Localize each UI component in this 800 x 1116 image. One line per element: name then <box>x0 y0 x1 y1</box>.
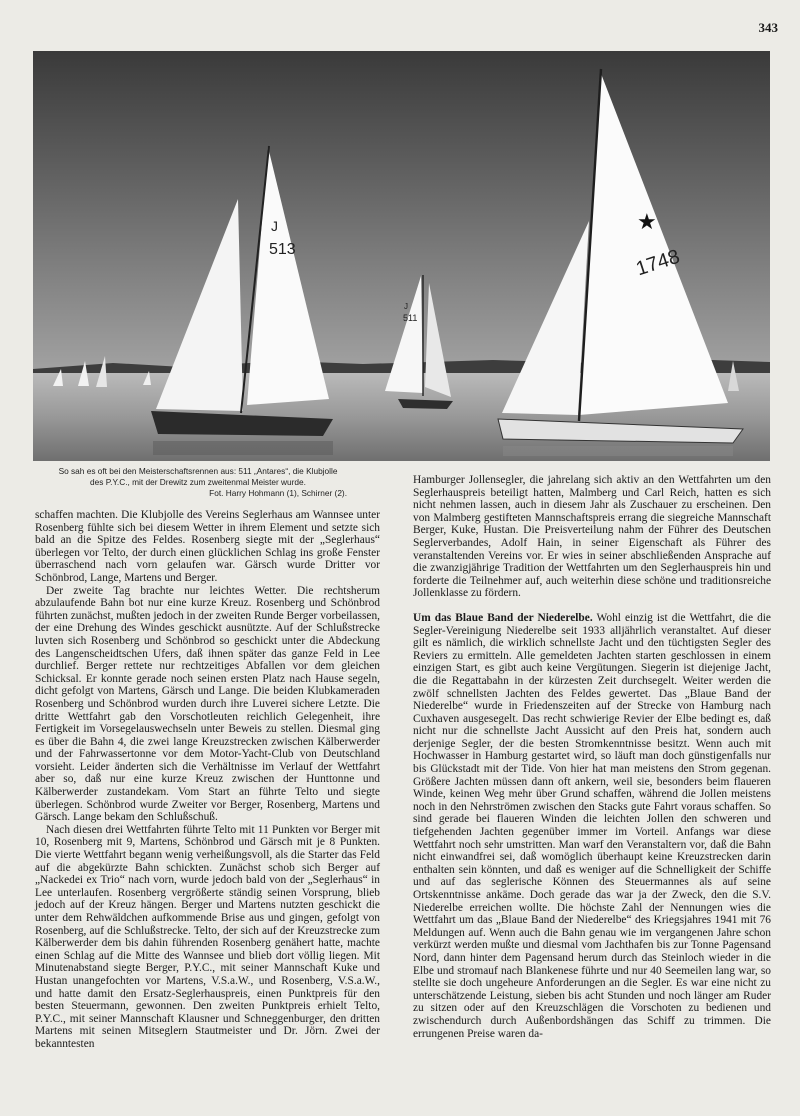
photo-caption <box>33 466 363 499</box>
right-column <box>413 474 771 1040</box>
photo-credit: Fot. Harry Hohmann (1), Schirner (2). <box>209 488 347 498</box>
sail-number-513: J <box>271 218 278 234</box>
section-text: Wohl einzig ist die Wettfahrt, die die Segler-Vereinigung Niederelbe seit 1933 alljährlich veranstaltet. Auf dieser gilt es nämlich, die wirklich schnellste Jacht und den tüchtigsten Segler des Reviers zu ermitteln. Alle gemeldeten Jachten starten geschlossen in einem einzigen Start, es gibt auch keine Vergütungen. Siegerin ist diejenige Jacht, die die Regattabahn in der kürzesten Zeit durchsegelt. Weiter werden die zwölf schnellsten Jachten des Feldes gewertet. Das „Blaue Band der Niederelbe“ wurde in Friedenszeiten auf der Strecke von Hamburg nach Cuxhaven ausgesegelt. Das recht schwierige Revier der Elbe bedingt es, daß nicht nur die schnellste Jacht Aussicht auf den Preis hat, sondern auch derjenige Segler, der die besten Stromkenntnisse besitzt. Wenn auch mit Hochwasser in Hamburg gestartet wird, so läuft man doch günstigenfalls nur bis Glückstadt mit der Tide. Von hier hat man meistens den Strom gegenan. Größere Jachten müssen dann oft ankern, weil sie, besonders beim flaueren Winde, keinen Weg mehr über Grund schaffen, während die Jollen meistens noch in den Nehrströmen zwischen den Stacks gute Fahrt voraus schaffen. So sind gerade bei flaueren Winden die leichten Jollen den schweren und tiefgehenden Jachten gegenüber immer im Vorteil. Anfangs war diese Wettfahrt noch sehr umstritten. Man warf den Veranstaltern vor, daß die Bahn nicht einwandfrei sei, daß womöglich überhaupt keine Kreuzstrecken darin enthalten sein könnten, und daß es weniger auf die Schnelligkeit der Schiffe und auf das seglerische Können des Steuermannes als auf seine Ortskenntnisse ankäme. Doch gerade das war ja der Zweck, den die S.V. Niederelbe erreichen wollte. Die höchste Zahl der Nennungen wies die Wettfahrt um das „Blaue Band der Niederelbe“ des Kriegsjahres 1941 mit 76 Meldungen auf. Wenn auch die Bahn genau wie im vergangenen Jahre schon verkürzt werden mußte und diesmal vom Jachthafen bis zur Tonne Pagensand Nord, dann hinter dem Pagensand herum durch das Steinloch wieder in die Elbe und stromauf nach Blankenese führte und nur 40 Seemeilen lang war, so stellte sie doch ungeheure Anforderungen an die Segler. Es war eine nicht zu unterschätzende Leistung, sieben bis acht Stunden und noch länger am Ruder zu sitzen oder auf den Kreuzschlägen die Vorschoten zu bedienen und zwischendurch durch Außenbordshängen das Schiff zu trimmen. Die errungenen Preise waren da- <box>413 611 771 1040</box>
svg-text:1748: 1748 <box>633 245 683 281</box>
sail-number-513-digits: 513 <box>269 241 296 258</box>
paragraph: Nach diesen drei Wettfahrten führte Telto mit 11 Punkten vor Berger mit 10, Rosenberg mit 9, Martens, Schönbrod und Gärsch mit je 8 Punkten. Die vierte Wettfahrt begann wenig verheißungsvoll, als die Starter das Feld auf die abgekürzte Bahn schickten. Zunächst schob sich Berger auf „Nackedei ex Trio“ nach vorn, wurde jedoch bald von der „Seglerhaus“ in Lee unterlaufen. Rosenberg vergrößerte ständig seinen Vorsprung, blieb jedoch auf der Kreuz hängen. Berger und Martens nutzten geschickt die unter dem Rehwäldchen aufkommende Brise aus und gingen, gefolgt von Rosenberg, auf die Schlußstrecke. Telto, der sich auf der Kreuzstrecke zum Kälberwerder dem bis dahin führenden Rosenberg genähert hatte, machte einen Schlag auf die Mitte des Wannsee und blieb dort völlig liegen. Mit Minutenabstand siegte Berger, P.Y.C., mit seiner Mannschaft Kuke und Hustan unangefochten vor Martens, V.S.a.W., und Rosenberg, V.S.a.W., und hatte damit den Ersatz-Seglerhauspreis, einen Punktpreis für den besten Steuermann, gewonnen. Den zweiten Punktpreis erhielt Telto, P.Y.C., mit seiner Mannschaft Klausner und Schneggenburger, den dritten Martens mit seinen Mitseglern Stautmeister und Dr. Jörn. Zwei der bekanntesten <box>35 823 380 1050</box>
caption-line: des P.Y.C., mit der Drewitz zum zweitenmal Meister wurde. <box>90 477 306 487</box>
paragraph: schaffen machten. Die Klubjolle des Vereins Seglerhaus am Wannsee unter Rosenberg fühlte sich bei diesem Wetter in ihrem Element und setzte sich bald an die Spitze des Feldes. Rosenberg siegte mit der „Seglerhaus“ überlegen vor Telto, der durch einen glücklichen Schlag ins große Fenster überraschend nach vorn gelaufen war. Gärsch wurde Dritter vor Schönbrod, Lange, Martens und Berger. <box>35 509 380 584</box>
caption-line: So sah es oft bei den Meisterschaftsrennen aus: 511 „Antares“, die Klubjolle <box>58 466 338 476</box>
page-number: 343 <box>758 20 778 35</box>
left-column <box>35 509 380 1051</box>
svg-text:511: 511 <box>403 313 418 323</box>
section-heading: Um das Blaue Band der Niederelbe. <box>413 611 593 624</box>
svg-text:J: J <box>404 302 408 311</box>
svg-text:★: ★ <box>637 209 657 234</box>
paragraph: Der zweite Tag brachte nur leichtes Wetter. Die rechtsherum abzulaufende Bahn bot nur eine kurze Kreuz. Rosenberg und Schönbrod führten zunächst, mußten jedoch in der zweiten Runde Berger vorbeilassen, der eine Drehung des Windes geschickt ausnützte. Auf der Schlußstrecke luvten sich Rosenberg und Schönbrod so geschickt unter die Abdeckung des Langenscheidtschen Ufers, daß ihnen später das ganze Feld in Lee durchlief. Berger rettete nur rechtzeitiges Abfallen vor dem gleichen Schicksal. Er konnte gerade noch seinen ersten Platz nach Hause segeln, dicht gefolgt von Martens, Gärsch und Lange. Die beiden Klubkameraden Rosenberg und Schönbrod wurden durch ihre Luverei sichere Letzte. Die dritte Wettfahrt gab den Vorschotleuten reichlich Gelegenheit, ihre Fertigkeit im Vorsegelauswechseln unter Beweis zu stellen. Diesmal ging es über die Bahn 4, die zwei lange Kreuzstrecken zwischen Kälberwerder und der Fahrwassertonne vor dem Motor-Yacht-Club von Deutschland vorsieht. Leider änderten sich die Verhältnisse im Verlauf der Wettfahrt aber so, daß nur eine kurze Kreuz zwischen der Hunttonne und Kälberwerder zustandekam. Vom Start an führte Telto und siegte überlegen. Schönbrod wurde Zweiter vor Berger, Rosenberg, Martens und Gärsch. Lange bekam den Schlußschuß. <box>35 584 380 824</box>
sailing-photo <box>33 51 770 461</box>
paragraph: Hamburger Jollensegler, die jahrelang sich aktiv an den Wettfahrten um den Seglerhauspreis beteiligt hatten, Malmberg und Carl Reich, hatten es sich nicht nehmen lassen, auch in diesem Jahr als Zuschauer zu erscheinen. Den von Malmberg gestifteten Mannschaftspreis errang die siegreiche Mannschaft Berger, Kuke, Hustan. Die Preisverteilung nahm der Führer des Deutschen Seglerverbandes, Adolf Hain, in seiner Eigenschaft als Führer des veranstaltenden Vereins vor. Er wies in seiner abschließenden Ansprache auf die zwanzigjährige Tradition der Wettfahrten um den Seglerhauspreis hin und forderte die Teilnehmer auf, auch weiterhin diese schöne und traditionsreiche Jollenklasse zu fördern. <box>413 474 771 600</box>
